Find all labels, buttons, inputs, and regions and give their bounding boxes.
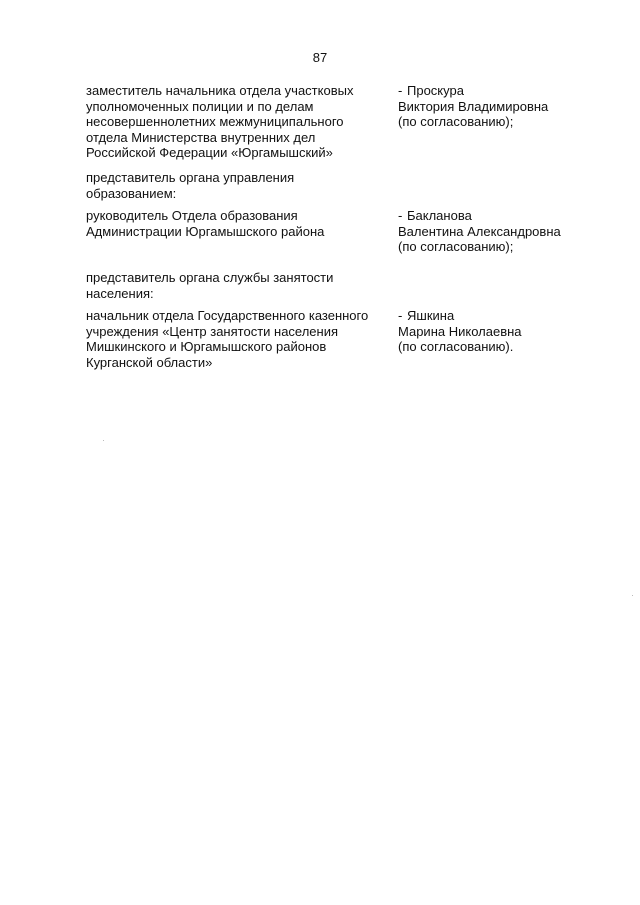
- dash-separator: -: [398, 208, 403, 223]
- member-name-block: [398, 308, 522, 370]
- member-position: начальник отдела Государственного казенного учреждения «Центр занятости населения Мишкинского и Юргамышского районов Курганской области»: [86, 308, 369, 370]
- page-number: 87: [312, 50, 328, 65]
- section-heading-education: [86, 170, 566, 201]
- member-position: руководитель Отдела образования Администрации Юргамышского района: [86, 208, 325, 239]
- member-name-block: [398, 83, 548, 161]
- dash-separator: -: [398, 308, 403, 323]
- section-heading-text: представитель органа управления образованием:: [86, 170, 295, 201]
- section-heading-text: представитель органа службы занятости населения:: [86, 270, 334, 301]
- scan-speck: [103, 440, 104, 441]
- member-entry-proskura: [86, 83, 566, 161]
- dash-separator: -: [398, 83, 403, 98]
- member-entry-baklanova: [86, 208, 566, 255]
- member-name: Яшкина Марина Николаевна (по согласованию).: [398, 308, 522, 354]
- scan-speck: [632, 595, 633, 596]
- member-name: Бакланова Валентина Александровна (по согласованию);: [398, 208, 561, 254]
- member-position: заместитель начальника отдела участковых уполномоченных полиции и по делам несовершеннолетних межмуниципального отдела Министерства внутренних дел Российской Федерации «Юргамышский»: [86, 83, 354, 160]
- section-heading-employment: [86, 270, 566, 301]
- member-entry-yashkina: [86, 308, 566, 370]
- member-name-block: [398, 208, 561, 255]
- member-name: Проскура Виктория Владимировна (по согласованию);: [398, 83, 549, 129]
